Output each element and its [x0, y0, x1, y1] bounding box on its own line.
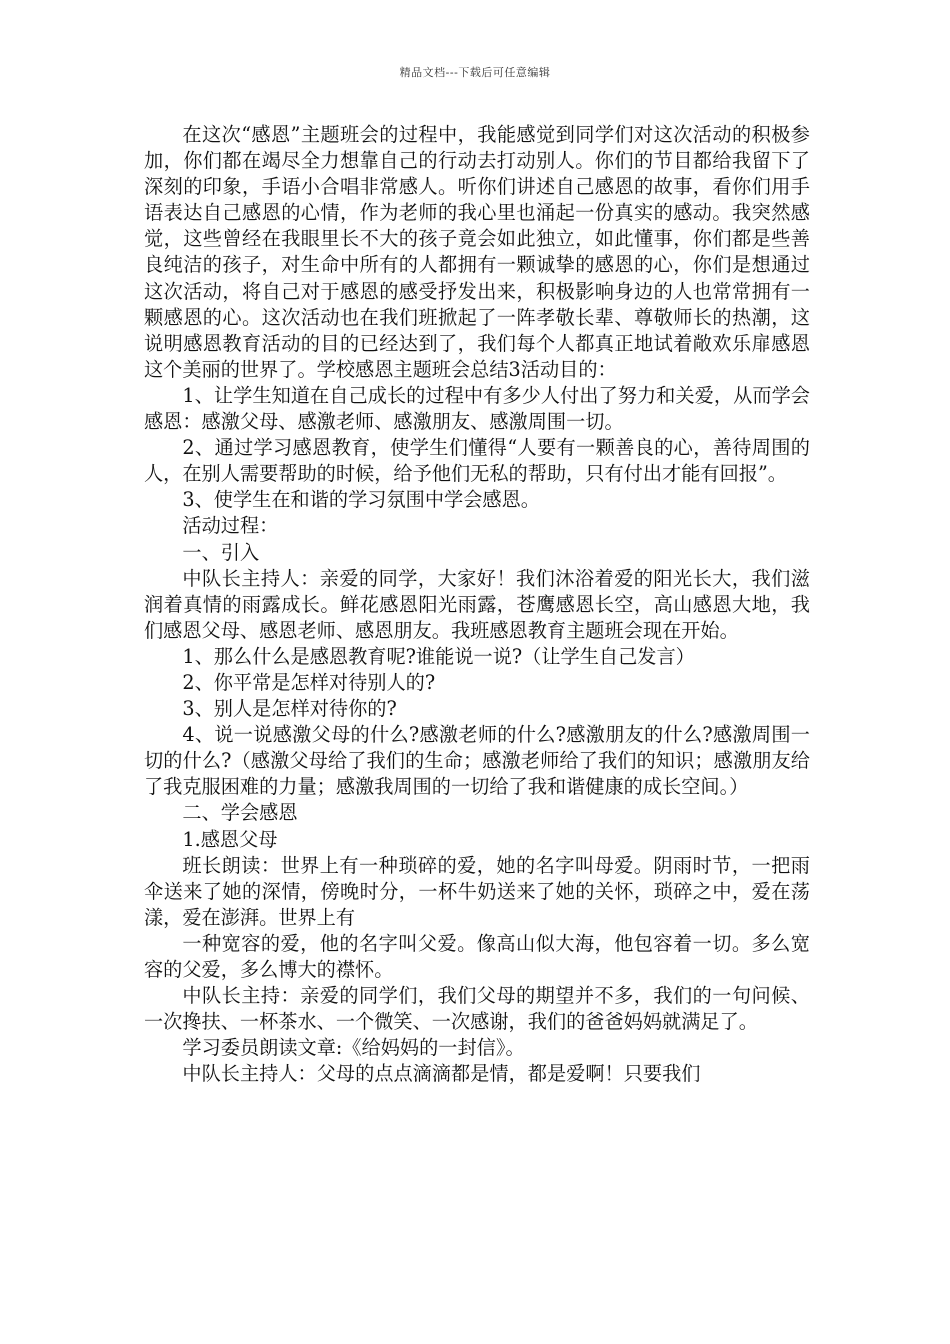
paragraph: 3、使学生在和谐的学习氛围中学会感恩。: [182, 488, 540, 512]
paragraph: 3、别人是怎样对待你的?: [182, 697, 397, 721]
section-heading: 一、引入: [182, 540, 260, 564]
document-body: [144, 122, 810, 1087]
paragraph: 2、通过学习感恩教育，使学生们懂得“人要有一颗善良的心，善待周围的人，在别人需要帮助的时候，给予他们无私的帮助，只有付出才能有回报”。: [144, 436, 810, 486]
paragraph: 1、让学生知道在自己成长的过程中有多少人付出了努力和关爱，从而学会感恩：感激父母、感激老师、感激朋友、感激周围一切。: [144, 383, 810, 434]
paragraph: 中队长主持：亲爱的同学们，我们父母的期望并不多，我们的一句问候、一次搀扶、一杯茶水、一个微笑、一次感谢，我们的爸爸妈妈就满足了。: [144, 984, 810, 1034]
paragraph: 学习委员朗读文章:《给妈妈的一封信》。: [182, 1036, 525, 1060]
paragraph: 在这次“感恩”主题班会的过程中，我能感觉到同学们对这次活动的积极参加，你们都在竭尽全力想靠自己的行动去打动别人。你们的节目都给我留下了深刻的印象，手语小合唱非常感人。听你们讲述自己感恩的故事，看你们用手语表达自己感恩的心情，作为老师的我心里也涌起一份真实的感动。我突然感觉，这些曾经在我眼里长不大的孩子竟会如此独立，如此懂事，你们都是些善良纯洁的孩子，对生命中所有的人都拥有一颗诚挚的感恩的心，你们是想通过这次活动，将自己对于感恩的感受抒发出来，积极影响身边的人也常常拥有一颗感恩的心。这次活动也在我们班掀起了一阵孝敬长辈、尊敬师长的热潮，这说明感恩教育活动的目的已经达到了，我们每个人都真正地试着敞欢乐扉感恩这个美丽的世界了。学校感恩主题班会总结3活动目的：: [144, 123, 810, 381]
page-header: 精品文档---下载后可任意编辑: [399, 66, 551, 79]
paragraph: 班长朗读：世界上有一种琐碎的爱，她的名字叫母爱。阴雨时节，一把雨伞送来了她的深情，傍晚时分，一杯牛奶送来了她的关怀，琐碎之中，爱在荡漾，爱在澎湃。世界上有: [144, 853, 810, 929]
paragraph: 1、那么什么是感恩教育呢?谁能说一说?（让学生自己发言）: [182, 644, 695, 668]
paragraph: 活动过程：: [182, 514, 279, 538]
section-heading: 二、学会感恩: [182, 801, 298, 825]
paragraph: 2、你平常是怎样对待别人的?: [182, 670, 436, 694]
paragraph: 中队长主持人：亲爱的同学，大家好！我们沐浴着爱的阳光长大，我们滋润着真情的雨露成长。鲜花感恩阳光雨露，苍鹰感恩长空，高山感恩大地，我们感恩父母、感恩老师、感恩朋友。我班感恩教育主题班会现在开始。: [144, 566, 810, 642]
subsection-heading: 1.感恩父母: [182, 827, 278, 851]
paragraph: 中队长主持人：父母的点点滴滴都是情，都是爱啊！只要我们: [182, 1062, 701, 1086]
paragraph: 4、说一说感激父母的什么?感激老师的什么?感激朋友的什么?感激周围一切的什么?（感激父母给了我们的生命；感激老师给了我们的知识；感激朋友给了我克服困难的力量；感激我周围的一切给了我和谐健康的成长空间。）: [144, 723, 810, 799]
paragraph: 一种宽容的爱，他的名字叫父爱。像高山似大海，他包容着一切。多么宽容的父爱，多么博大的襟怀。: [144, 931, 810, 981]
